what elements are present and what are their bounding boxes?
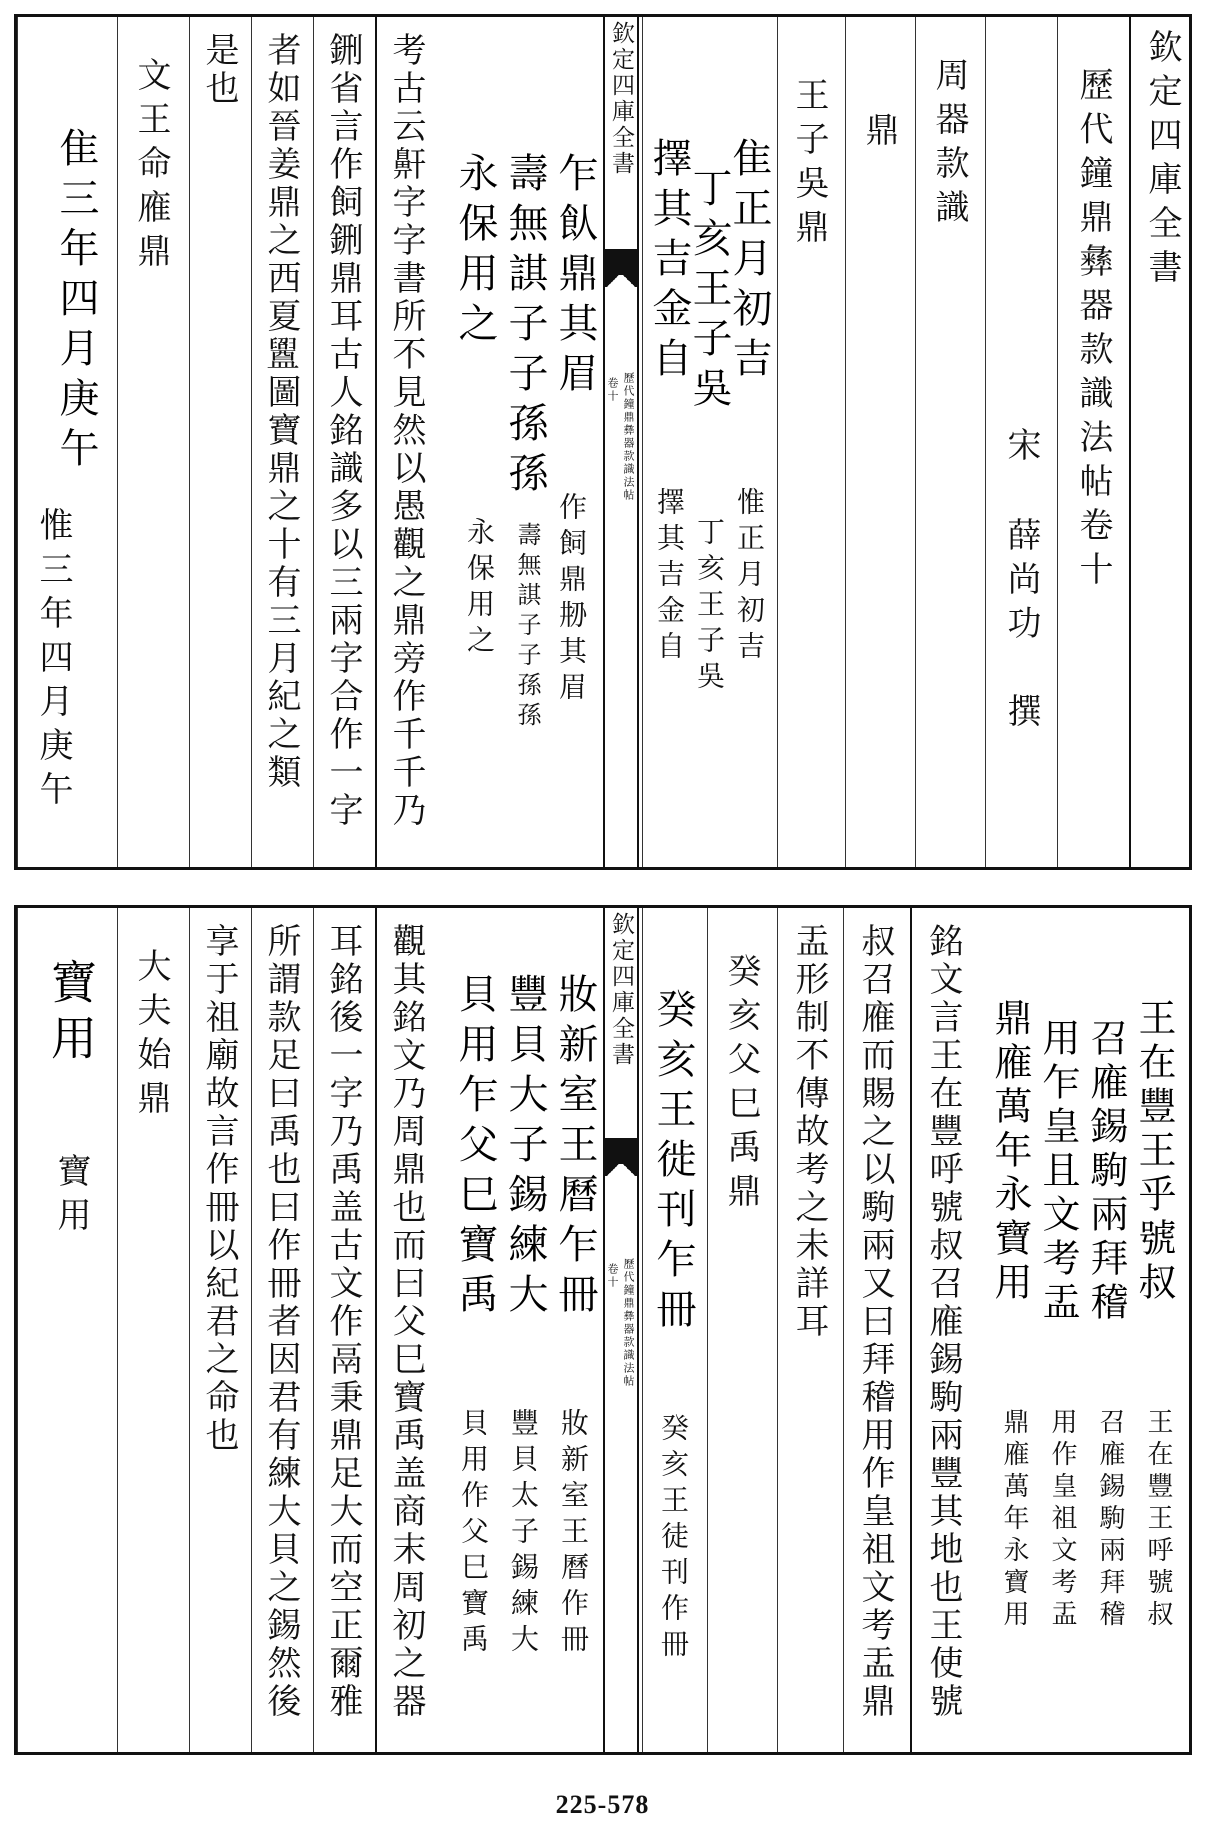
page-number: 225-578 xyxy=(555,1790,650,1819)
transcription-line: 惟正月初吉 xyxy=(733,487,766,667)
seal-script-line: 貝用乍父巳寶禹 xyxy=(452,973,498,1323)
center-gutter xyxy=(603,908,639,1752)
transcription-line: 癸亥王徒刊作冊 xyxy=(657,1413,690,1665)
item1-title-column xyxy=(777,17,845,867)
transcription-line: 丁亥王子吳 xyxy=(693,517,726,697)
transcription-line: 永保用之 xyxy=(463,517,496,661)
commentary2-line-4: 享于祖廟故言作冊以紀君之命也 xyxy=(189,908,251,1752)
book-title-column xyxy=(1057,17,1129,867)
page-top-panel xyxy=(14,14,1192,870)
transcription-line: 貝用作父巳寶禹 xyxy=(457,1408,490,1660)
commentary2-line-1: 觀其銘文乃周鼎也而曰父巳寶禹盖商末周初之器 xyxy=(375,908,437,1752)
item1-seal-block-2 xyxy=(447,17,603,867)
section-column xyxy=(915,17,985,867)
transcription-line: 王在豐王呼號叔 xyxy=(1143,1408,1173,1632)
commentary-line-4: 是也 xyxy=(189,17,251,867)
fish-tail-ornament xyxy=(605,1138,637,1164)
transcription-line: 惟三年四月庚午 xyxy=(33,507,73,815)
commentary1-line-1: 銘文言王在豐呼號叔召䧹錫駒兩豐其地也王使號 xyxy=(910,908,977,1752)
header-column xyxy=(1129,17,1192,867)
commentary-line-2: 鉶省言作飼鉶鼎耳古人銘識多以三兩字合作一字 xyxy=(313,17,375,867)
commentary1-line-2: 叔召䧹而賜之以駒兩又曰拜稽用作皇祖文考盂鼎 xyxy=(843,908,910,1752)
author-name: 薛尚功 撰 xyxy=(1001,517,1041,737)
center-gutter xyxy=(603,17,639,867)
gutter-subtitle: 歷代鐘鼎彝器款識法帖 xyxy=(622,372,635,502)
seal-script-line: 擇其吉金自 xyxy=(646,137,692,387)
seal-script-line: 鼎䧹萬年永寶用 xyxy=(988,998,1032,1306)
seal-script-line: 隹三年四月庚午 xyxy=(53,127,99,477)
spacer xyxy=(437,17,447,867)
commentary1-line-3: 盂形制不傳故考之未詳耳 xyxy=(777,908,843,1752)
transcription-line: 寶用 xyxy=(51,1153,91,1241)
seal-script-line: 用乍皇且文考盂 xyxy=(1036,1018,1080,1326)
item2-inscription-column xyxy=(17,17,117,867)
category-heading: 鼎 xyxy=(859,112,899,156)
seal-script-line: 寶用 xyxy=(44,958,98,1070)
commentary2-line-3: 所謂款足曰禹也曰作冊者因君有練大貝之錫然後 xyxy=(251,908,313,1752)
item4-title: 大夫始鼎 xyxy=(131,948,171,1124)
fish-tail-ornament xyxy=(605,249,637,275)
item2-title-column xyxy=(117,17,189,867)
item1-seal-block xyxy=(642,17,777,867)
seal-script-line: 豐貝大子錫練大 xyxy=(502,973,548,1323)
section-heading: 周器款識 xyxy=(929,57,969,233)
gutter-title: 欽定四庫全書 xyxy=(608,21,634,177)
item2-title: 文王命䧹鼎 xyxy=(131,57,171,277)
gutter-title: 欽定四庫全書 xyxy=(608,912,634,1068)
seal-script-line: 隹正月初吉 xyxy=(726,137,772,387)
category-column xyxy=(845,17,915,867)
item3-title: 癸亥父巳禹鼎 xyxy=(721,953,761,1217)
commentary-line-1: 考古云鼾字字書所不見然以愚觀之鼎旁作千千乃 xyxy=(375,17,437,867)
inscription-block xyxy=(977,908,1192,1752)
seal-script-line: 永保用之 xyxy=(452,152,498,352)
author-dynasty: 宋 xyxy=(1001,427,1041,471)
seal-script-line: 王在豐王乎號叔 xyxy=(1132,998,1176,1306)
page-bottom-panel xyxy=(14,905,1192,1755)
item4-title-column xyxy=(117,908,189,1752)
book-title: 歷代鐘鼎彝器款識法帖卷十 xyxy=(1073,67,1113,595)
transcription-line: 豐貝太子錫練大 xyxy=(507,1408,540,1660)
transcription-line: 召䧹錫駒兩拜稽 xyxy=(1095,1408,1125,1632)
commentary2-line-2: 耳銘後一字乃禹盖古文作鬲秉鼎足大而空正爾雅 xyxy=(313,908,375,1752)
seal-script-line: 乍飤鼎其眉 xyxy=(552,152,598,402)
transcription-line: 擇其吉金自 xyxy=(653,487,686,667)
seal-script-line: 妝新室王曆乍冊 xyxy=(552,973,598,1323)
seal-script-line: 丁亥王子吳 xyxy=(686,167,732,417)
transcription-line: 作飼鼎刱其眉 xyxy=(555,492,588,708)
gutter-juan: 卷十 xyxy=(606,1263,619,1289)
header-text: 欽定四庫全書 xyxy=(1142,29,1182,293)
item3-title-column xyxy=(707,908,777,1752)
gutter-juan: 卷十 xyxy=(606,377,619,403)
seal-script-line: 壽無諆子子孫孫 xyxy=(502,152,548,502)
gutter-subtitle: 歷代鐘鼎彝器款識法帖 xyxy=(622,1258,635,1388)
transcription-line: 用作皇祖文考盂 xyxy=(1047,1408,1077,1632)
transcription-line: 壽無諆子子孫孫 xyxy=(513,522,541,732)
commentary-line-3: 者如晉姜鼎之西夏𥃝圖寶鼎之十有三月紀之類 xyxy=(251,17,313,867)
seal-script-line: 召䧹錫駒兩拜稽 xyxy=(1084,1018,1128,1326)
item1-title: 王子吳鼎 xyxy=(789,77,829,253)
transcription-line: 鼎䧹萬年永寶用 xyxy=(999,1408,1029,1632)
seal-script-line: 癸亥王徙刊乍冊 xyxy=(650,988,696,1338)
item4-inscription-column xyxy=(17,908,117,1752)
transcription-line: 妝新室王曆作冊 xyxy=(557,1408,590,1660)
author-column xyxy=(985,17,1057,867)
